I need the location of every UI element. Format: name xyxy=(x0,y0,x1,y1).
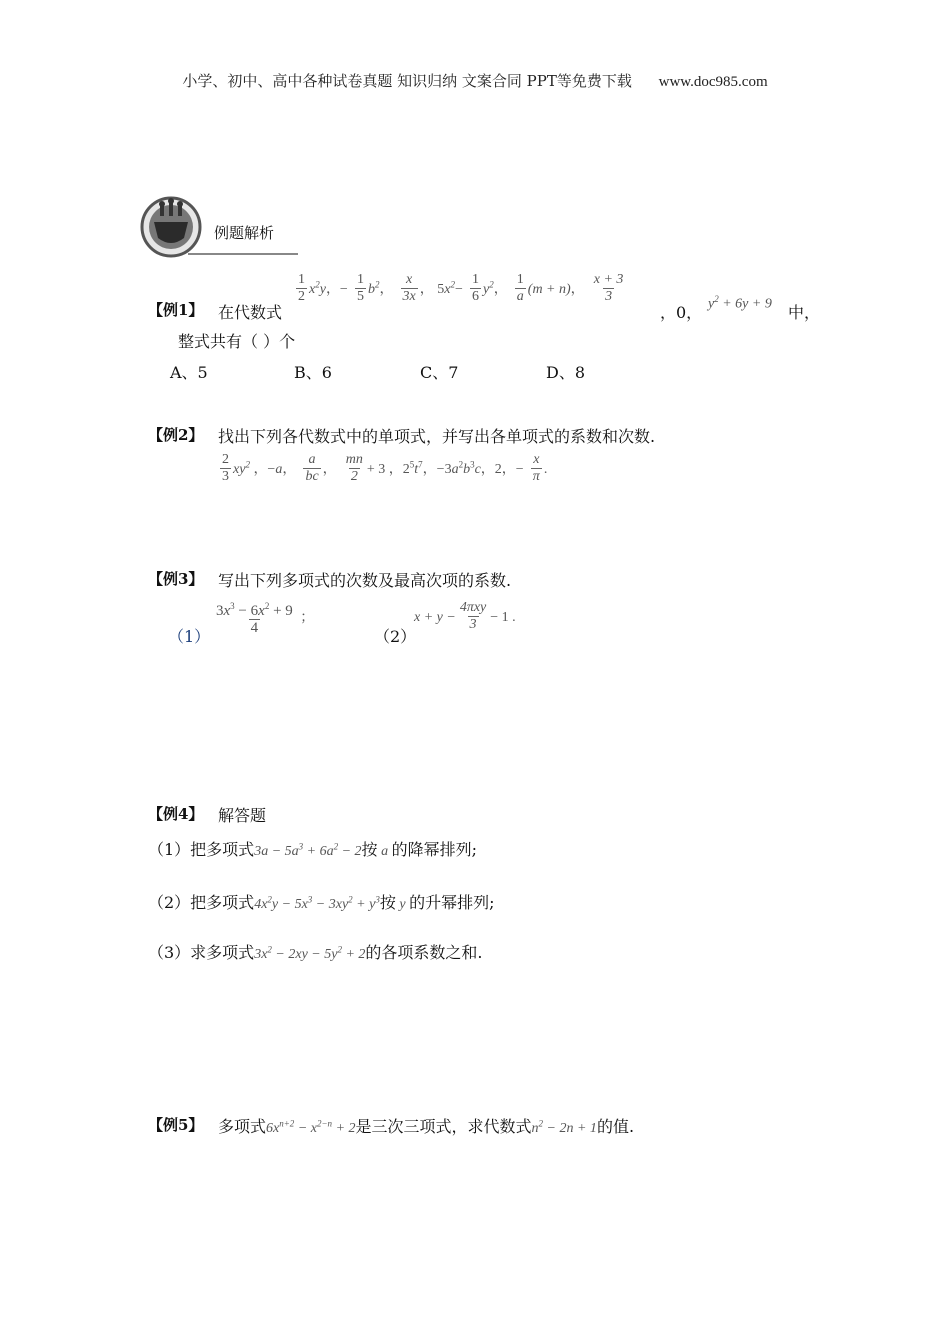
ex3-part1: （1） xyxy=(168,627,211,646)
ex5-body: 多项式$6x^{n+2} - x^{2-n} + 2$是三次三项式，求代数式$n^2 - 2n + 1$的值. xyxy=(218,1117,635,1136)
ex1-tag: 【例1】 xyxy=(148,301,204,319)
ex2-text: 找出下列各代数式中的单项式，并写出各单项式的系数和次数. xyxy=(218,427,656,446)
ex1-lead: 在代数式 xyxy=(218,303,283,322)
teacher-emblem-icon xyxy=(140,196,202,258)
ex2-expressions: $\frac{2}{3}$ $xy^2$ ，−a， $\frac{a}{bc}$ ， $\frac{mn}{2}$ + 3 ，$2^5t^7$，$-3a^2b^3c$，2，− $\frac{x}{\pi}$ . xyxy=(222,452,548,484)
ex4-q3: （3）求多项式$3x^2 - 2xy - 5y^2 + 2$的各项系数之和. xyxy=(148,943,483,962)
ex3-expr1: $\frac{3x^3 - 6x^2 + 9}{4}$ ； xyxy=(216,601,315,636)
ex1-zero: ，0， xyxy=(660,303,703,322)
ex1-expressions: $\frac{1}{2}$ $x^2y$，− $\frac{1}{5}$ $b^2$， $\frac{x}{3x}$ ， $5x^2-$ $\frac{1}{6}$ $y^2$， $\frac{1}{a}$ (m + n)， $\frac{x + 3}{3}$ xyxy=(298,272,624,304)
ex1-end: 中， xyxy=(788,303,821,322)
ex4-q2: （2）把多项式$4x^2y - 5x^3 - 3xy^2 + y^3$按 y 的升幂排列; xyxy=(148,893,495,912)
ex1-option-d: D、8 xyxy=(546,363,586,382)
section-divider xyxy=(188,253,298,255)
header-text: 小学、初中、高中各种试卷真题 知识归纳 文案合同 PPT等免费下载 xyxy=(182,72,632,90)
ex4-text: 解答题 xyxy=(218,806,267,825)
section-title: 例题解析 xyxy=(214,224,275,242)
ex4-q1: （1）把多项式$3a - 5a^3 + 6a^2 - 2$按 a 的降幂排列; xyxy=(148,840,477,859)
ex3-part2: （2） xyxy=(374,627,417,646)
page-header xyxy=(0,70,950,91)
header-site: www.doc985.com xyxy=(658,74,768,90)
ex5-tag: 【例5】 xyxy=(148,1116,204,1134)
ex1-option-c: C、7 xyxy=(420,363,459,382)
ex1-last-expr: $y^2 + 6y + 9$ xyxy=(708,294,772,312)
ex3-text: 写出下列多项式的次数及最高次项的系数. xyxy=(218,571,512,590)
ex1-question: 整式共有（ ）个 xyxy=(178,332,296,351)
ex1-option-a: A、5 xyxy=(170,363,208,382)
ex1-option-b: B、6 xyxy=(294,363,332,382)
ex4-tag: 【例4】 xyxy=(148,805,204,823)
ex3-expr2: x + y − $\frac{\text{4πxy}}{3}$ − 1 . xyxy=(414,600,516,632)
ex3-tag: 【例3】 xyxy=(148,570,204,588)
ex2-tag: 【例2】 xyxy=(148,426,204,444)
